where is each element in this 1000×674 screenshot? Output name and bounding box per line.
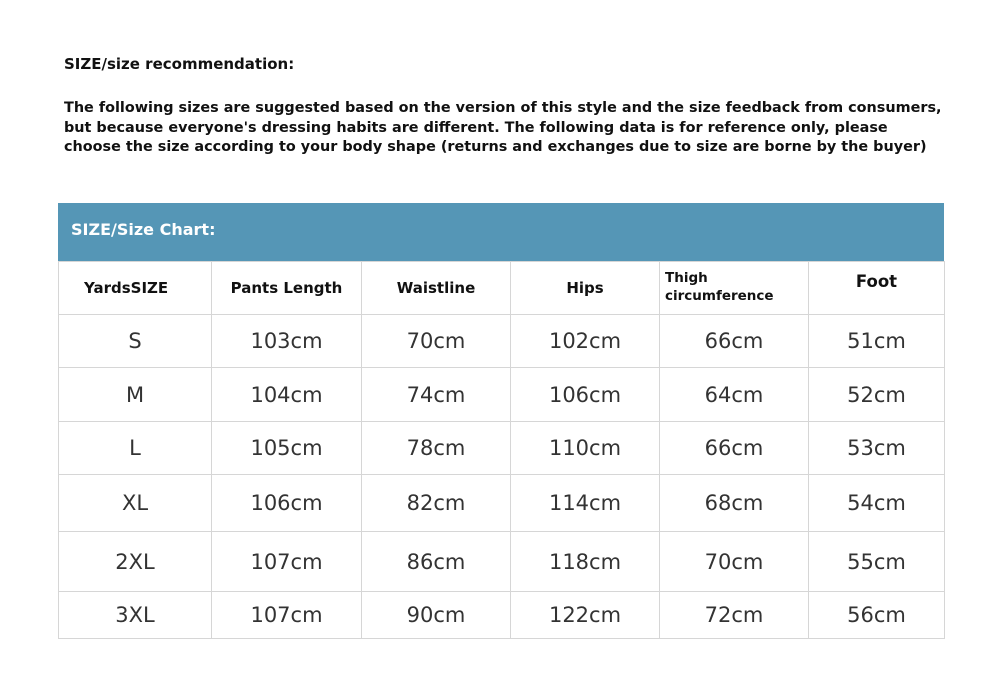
pants-length-cell: 107cm <box>212 532 362 592</box>
page-heading: SIZE/size recommendation: <box>64 55 295 73</box>
foot-cell: 53cm <box>809 422 945 475</box>
size-chart <box>58 203 944 637</box>
table-row <box>59 475 945 532</box>
pants-length-cell: 107cm <box>212 592 362 639</box>
pants-length-cell: 105cm <box>212 422 362 475</box>
waistline-cell: 78cm <box>362 422 511 475</box>
size-cell: 2XL <box>59 532 212 592</box>
waistline-cell: 90cm <box>362 592 511 639</box>
size-chart-title: SIZE/Size Chart: <box>58 203 944 261</box>
intro-line: The following sizes are suggested based on the version of this style and the size feedback from consumers, <box>64 100 942 116</box>
pants-length-cell: 103cm <box>212 315 362 368</box>
size-cell: XL <box>59 475 212 532</box>
intro-text <box>64 99 954 158</box>
foot-cell: 54cm <box>809 475 945 532</box>
intro-line: choose the size according to your body shape (returns and exchanges due to size are borne by the buyer) <box>64 139 927 155</box>
table-header-row <box>59 262 945 315</box>
size-cell: S <box>59 315 212 368</box>
thigh-cell: 68cm <box>660 475 809 532</box>
waistline-cell: 74cm <box>362 368 511 422</box>
thigh-cell: 66cm <box>660 422 809 475</box>
hips-cell: 118cm <box>511 532 660 592</box>
thigh-cell: 66cm <box>660 315 809 368</box>
hips-cell: 106cm <box>511 368 660 422</box>
thigh-cell: 72cm <box>660 592 809 639</box>
size-table <box>58 261 945 639</box>
size-cell: M <box>59 368 212 422</box>
table-row <box>59 368 945 422</box>
foot-cell: 51cm <box>809 315 945 368</box>
thigh-cell: 70cm <box>660 532 809 592</box>
size-cell: L <box>59 422 212 475</box>
waistline-cell: 70cm <box>362 315 511 368</box>
column-header-size: YardsSIZE <box>59 262 212 315</box>
hips-cell: 122cm <box>511 592 660 639</box>
hips-cell: 102cm <box>511 315 660 368</box>
column-header-foot: Foot <box>809 262 945 315</box>
foot-cell: 56cm <box>809 592 945 639</box>
pants-length-cell: 104cm <box>212 368 362 422</box>
hips-cell: 110cm <box>511 422 660 475</box>
thigh-cell: 64cm <box>660 368 809 422</box>
size-cell: 3XL <box>59 592 212 639</box>
hips-cell: 114cm <box>511 475 660 532</box>
table-row <box>59 315 945 368</box>
table-row <box>59 532 945 592</box>
pants-length-cell: 106cm <box>212 475 362 532</box>
table-row <box>59 422 945 475</box>
intro-line: but because everyone's dressing habits are different. The following data is for reference only, please <box>64 119 888 136</box>
foot-cell: 55cm <box>809 532 945 592</box>
waistline-cell: 86cm <box>362 532 511 592</box>
column-header-waistline: Waistline <box>362 262 511 315</box>
column-header-hips: Hips <box>511 262 660 315</box>
waistline-cell: 82cm <box>362 475 511 532</box>
column-header-thigh: Thigh circumference <box>660 262 809 315</box>
table-row <box>59 592 945 639</box>
column-header-pants-length: Pants Length <box>212 262 362 315</box>
foot-cell: 52cm <box>809 368 945 422</box>
